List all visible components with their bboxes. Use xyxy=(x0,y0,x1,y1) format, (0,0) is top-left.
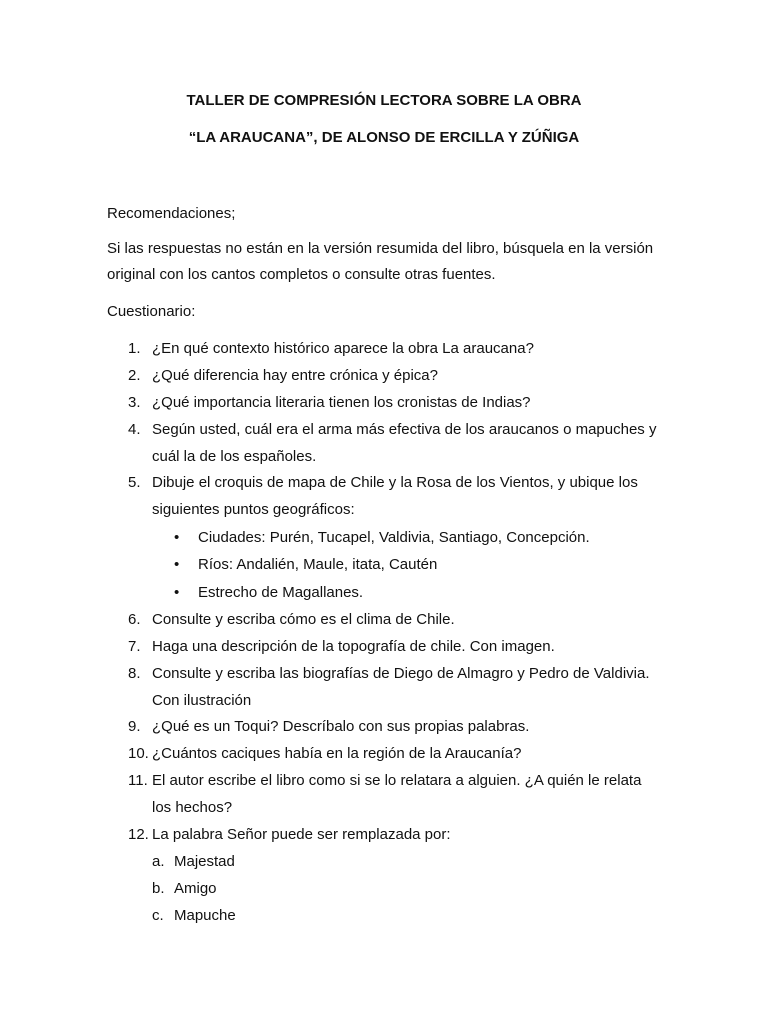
bullet-text: Ciudades: Purén, Tucapel, Valdivia, Santiago, Concepción. xyxy=(198,529,590,546)
recomendaciones-line-1: Si las respuestas no están en la versión resumida del libro, búsquela en la versión xyxy=(107,240,654,257)
question-text-line-2: Con ilustración xyxy=(152,691,252,709)
question-text-line-2: siguientes puntos geográficos: xyxy=(152,500,355,518)
question-item xyxy=(128,634,688,661)
option-letter: a. xyxy=(152,853,165,870)
question-text: ¿Qué importancia literaria tienen los cronistas de Indias? xyxy=(152,394,531,411)
question-text: Haga una descripción de la topografía de chile. Con imagen. xyxy=(152,638,555,655)
question-item xyxy=(128,661,688,714)
question-text: ¿En qué contexto histórico aparece la obra La araucana? xyxy=(152,340,534,357)
document-title-line-1: TALLER DE COMPRESIÓN LECTORA SOBRE LA OBRA xyxy=(186,92,582,109)
option-letter: c. xyxy=(152,907,164,924)
question-number: 2. xyxy=(128,367,141,384)
question-text-line-1: Consulte y escriba las biografías de Diego de Almagro y Pedro de Valdivia. xyxy=(152,665,650,682)
question-item xyxy=(128,607,688,634)
option-text: Mapuche xyxy=(174,907,236,924)
question-text: ¿Qué diferencia hay entre crónica y épica? xyxy=(152,367,438,384)
bullet-item xyxy=(174,580,363,606)
recomendaciones-text xyxy=(107,236,707,288)
cuestionario-label: Cuestionario: xyxy=(107,303,196,320)
question-number: 6. xyxy=(128,611,141,628)
bullet-icon: • xyxy=(174,529,180,546)
option-item xyxy=(152,849,235,875)
bullet-icon: • xyxy=(174,556,180,573)
question-item xyxy=(128,714,688,741)
bullet-item xyxy=(174,525,590,551)
question-number: 5. xyxy=(128,474,141,491)
question-number: 7. xyxy=(128,638,141,655)
question-text: Consulte y escriba cómo es el clima de Chile. xyxy=(152,611,455,628)
question-number: 9. xyxy=(128,718,141,735)
bullet-text: Ríos: Andalién, Maule, itata, Cautén xyxy=(198,556,438,573)
question-item xyxy=(128,390,688,417)
question-text: La palabra Señor puede ser remplazada por: xyxy=(152,826,451,843)
bullet-text: Estrecho de Magallanes. xyxy=(198,584,364,601)
question-number: 11. xyxy=(128,772,148,789)
question-number: 12. xyxy=(128,826,149,843)
question-text-line-2: cuál la de los españoles. xyxy=(152,447,317,465)
option-letter: b. xyxy=(152,880,165,897)
option-text: Amigo xyxy=(174,880,217,897)
question-text-line-1: Según usted, cuál era el arma más efectiva de los araucanos o mapuches y xyxy=(152,421,657,438)
question-item xyxy=(128,417,688,470)
question-text-line-1: Dibuje el croquis de mapa de Chile y la Rosa de los Vientos, y ubique los xyxy=(152,474,638,491)
question-number: 4. xyxy=(128,421,141,438)
question-item xyxy=(128,336,688,363)
question-text-line-2: los hechos? xyxy=(152,798,233,816)
question-text: ¿Qué es un Toqui? Descríbalo con sus propias palabras. xyxy=(152,718,530,735)
document-title-line-2: “LA ARAUCANA”, DE ALONSO DE ERCILLA Y ZÚÑIGA xyxy=(188,129,580,146)
question-item xyxy=(128,768,688,821)
recomendaciones-label: Recomendaciones; xyxy=(107,205,236,222)
question-item xyxy=(128,741,688,768)
bullet-item xyxy=(174,552,437,578)
question-item xyxy=(128,822,688,849)
option-item xyxy=(152,903,236,929)
question-number: 8. xyxy=(128,665,141,682)
question-item xyxy=(128,363,688,390)
option-item xyxy=(152,876,217,902)
question-number: 10. xyxy=(128,745,149,762)
option-text: Majestad xyxy=(174,853,235,870)
recomendaciones-line-2: original con los cantos completos o consulte otras fuentes. xyxy=(107,266,496,283)
question-number: 1. xyxy=(128,340,141,357)
question-item xyxy=(128,470,688,523)
question-text-line-1: El autor escribe el libro como si se lo relatara a alguien. ¿A quién le relata xyxy=(152,772,642,789)
question-number: 3. xyxy=(128,394,141,411)
bullet-icon: • xyxy=(174,584,180,601)
question-text: ¿Cuántos caciques había en la región de la Araucanía? xyxy=(152,745,522,762)
